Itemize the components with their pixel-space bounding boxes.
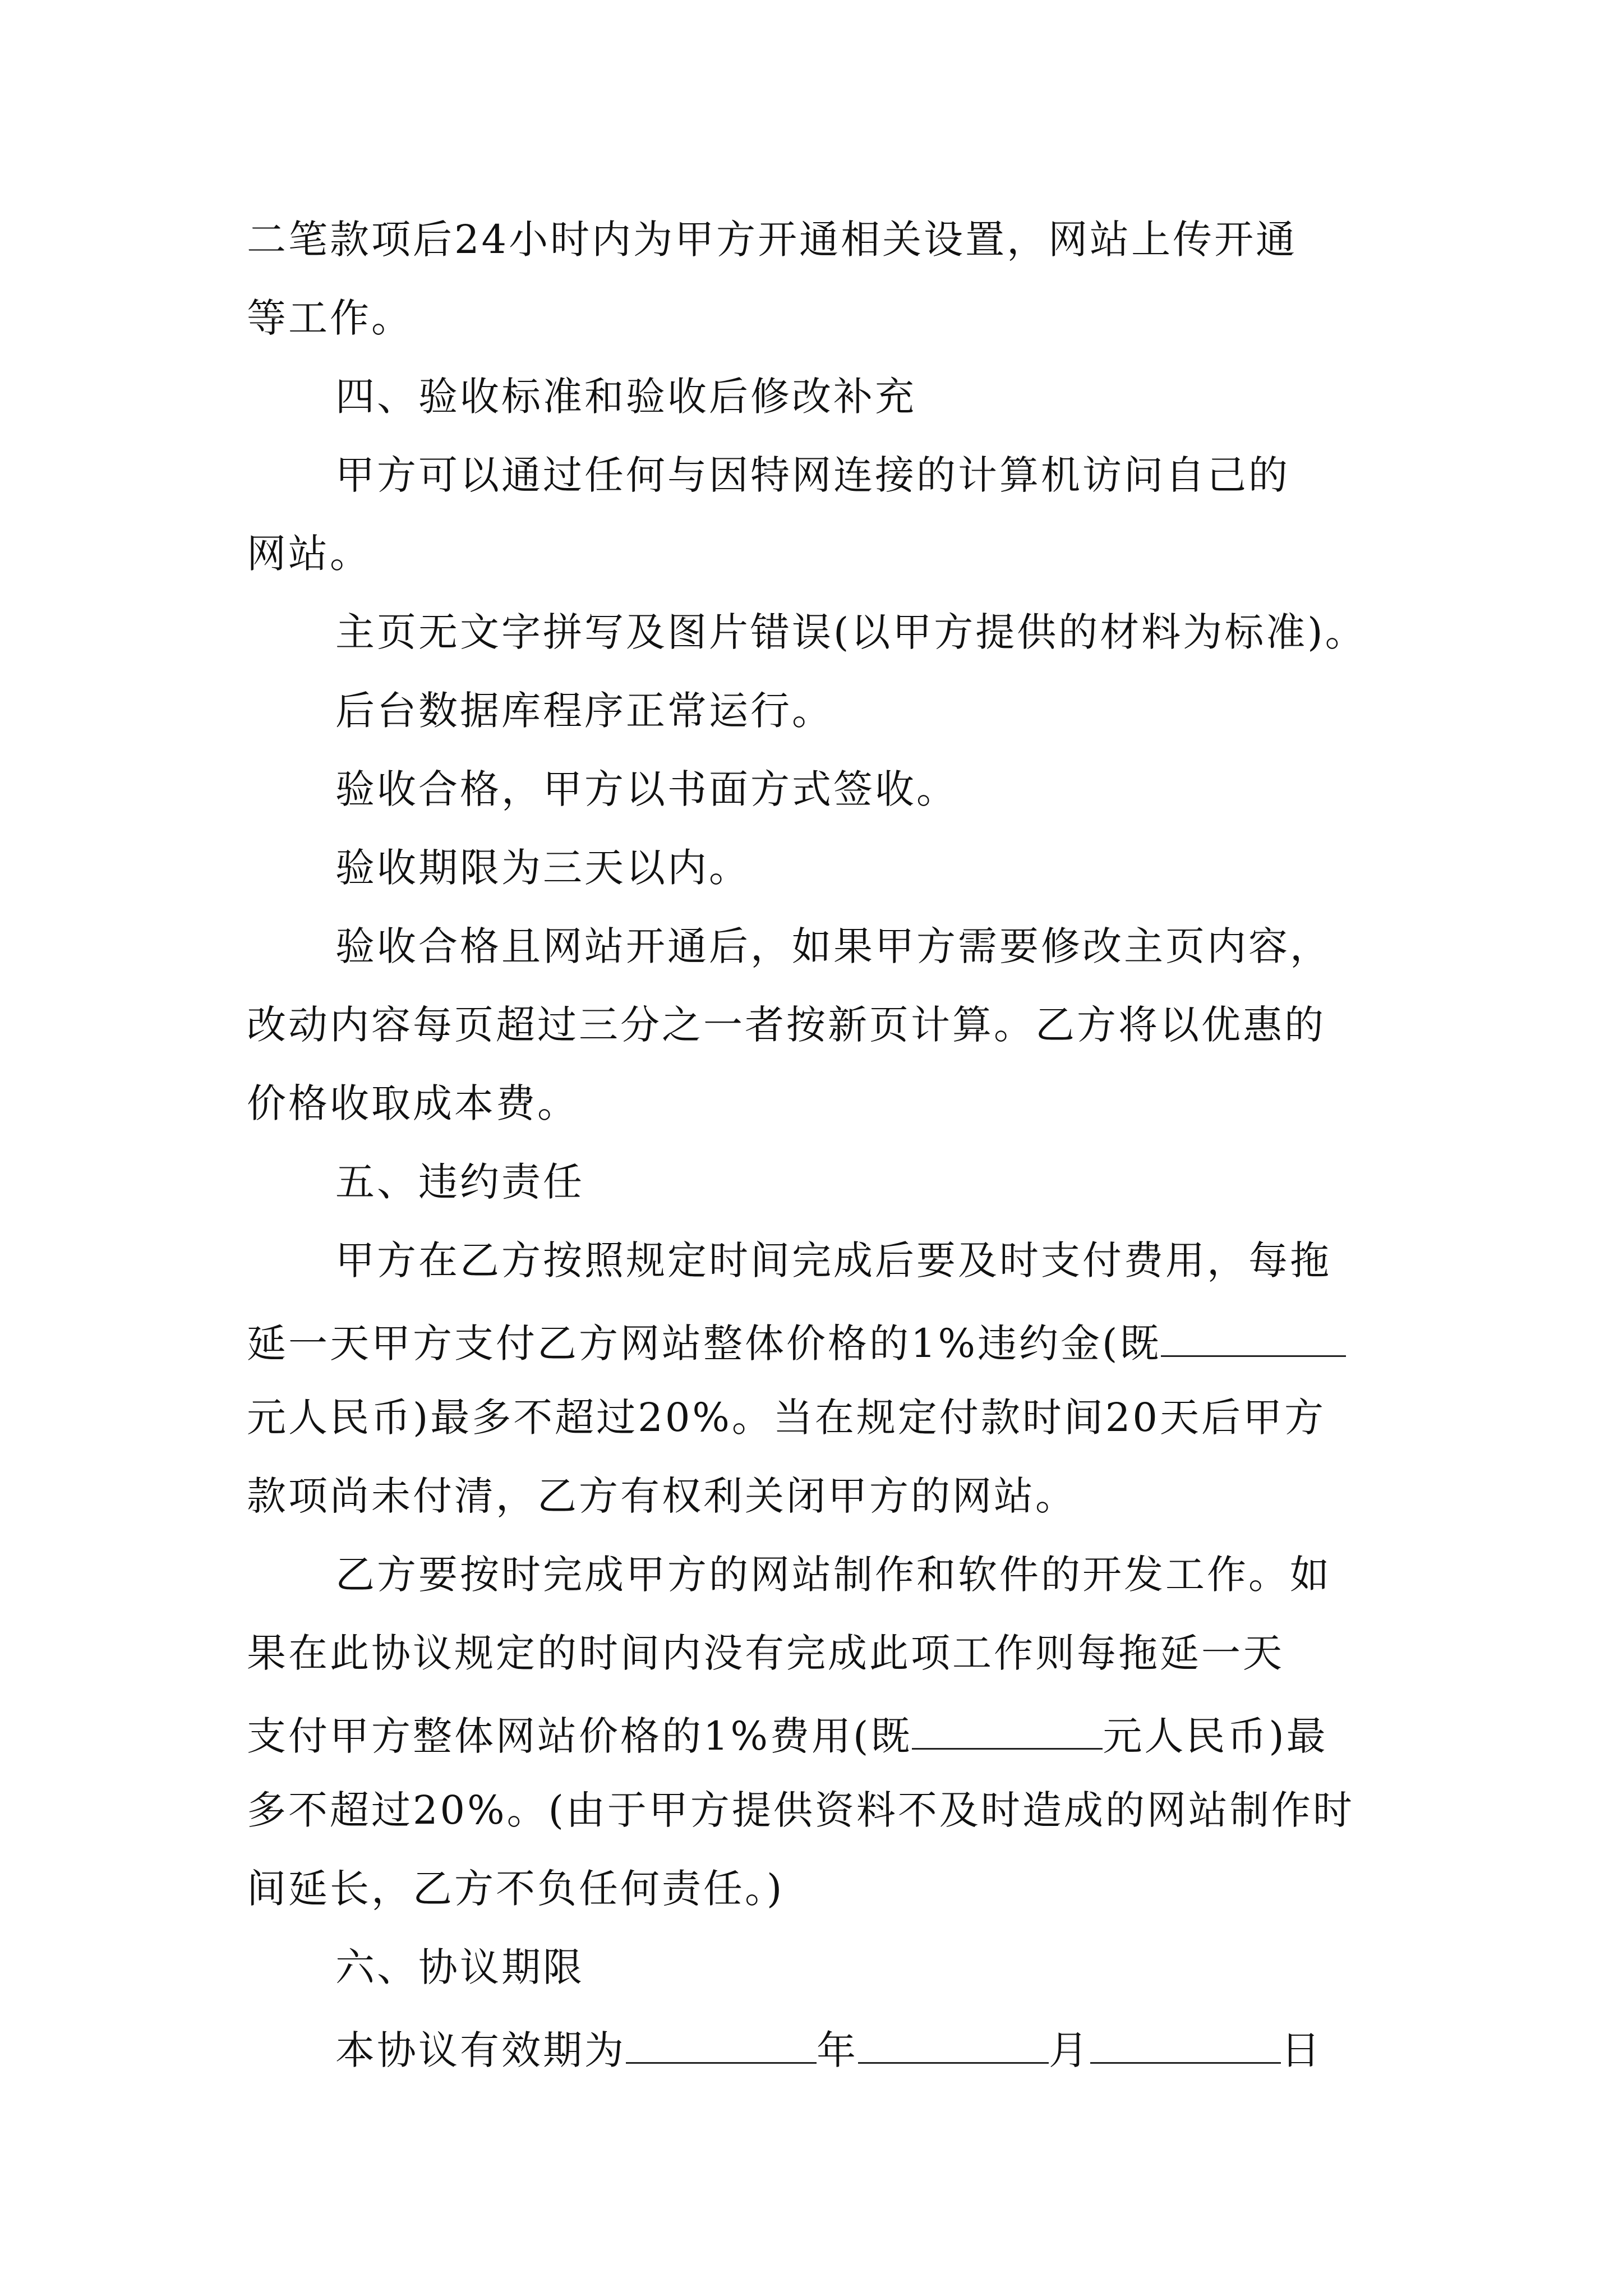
- paragraph-line: [335, 845, 750, 893]
- paragraph-line: [247, 531, 371, 579]
- paragraph-line: [335, 766, 958, 815]
- line-text: 甲方可以通过任何与因特网连接的计算机访问自己的: [335, 452, 1290, 498]
- paragraph-line: [247, 1002, 1326, 1050]
- paragraph-line: [247, 1319, 1346, 1364]
- paragraph-line: [335, 609, 1367, 657]
- line-text: 多不超过20%。(由于甲方提供资料不及时造成的网站制作时: [247, 1787, 1354, 1833]
- line-text: 网站。: [247, 531, 371, 577]
- line-text: 乙方要按时完成甲方的网站制作和软件的开发工作。如: [335, 1552, 1331, 1598]
- paragraph-line: [247, 1473, 1077, 1521]
- line-text: 支付甲方整体网站价格的1%费用(既: [247, 1713, 912, 1759]
- paragraph-line: [247, 1787, 1354, 1835]
- heading-text: 六、协议期限: [335, 1944, 584, 1990]
- line-text: 验收合格且网站开通后，如果甲方需要修改主页内容，: [335, 923, 1331, 969]
- paragraph-line: [335, 1237, 1331, 1286]
- line-text: 延一天甲方支付乙方网站整体价格的1%违约金(既: [247, 1320, 1161, 1366]
- line-text: 果在此协议规定的时间内没有完成此项工作则每拖延一天: [247, 1630, 1284, 1676]
- paragraph-line: [247, 1395, 1326, 1443]
- paragraph-line: [247, 1866, 785, 1914]
- fill-blank: [1090, 2026, 1281, 2064]
- line-text: 元人民币)最多不超过20%。当在规定付款时间20天后甲方: [247, 1395, 1326, 1441]
- line-text: 间延长，乙方不负任何责任。): [247, 1866, 785, 1912]
- line-text: 款项尚未付清，乙方有权利关闭甲方的网站。: [247, 1473, 1077, 1519]
- line-text: 甲方在乙方按照规定时间完成后要及时支付费用，每拖: [335, 1237, 1331, 1283]
- line-text: 二笔款项后24小时内为甲方开通相关设置，网站上传开通: [247, 217, 1298, 263]
- paragraph-line: [335, 1552, 1331, 1600]
- section-heading: [335, 1944, 584, 1993]
- paragraph-line: [247, 1712, 1328, 1757]
- line-text: 价格收取成本费。: [247, 1080, 579, 1126]
- section-heading: [335, 374, 916, 422]
- line-text: 后台数据库程序正常运行。: [335, 688, 833, 734]
- paragraph-line: [335, 923, 1331, 972]
- paragraph-line: [247, 295, 413, 343]
- line-text: 日: [1281, 2027, 1322, 2073]
- paragraph-line: [335, 452, 1290, 500]
- line-text: 元人民币)最: [1103, 1713, 1328, 1759]
- heading-text: 五、违约责任: [335, 1159, 584, 1205]
- paragraph-line: [247, 1080, 579, 1129]
- paragraph-line: [335, 688, 833, 736]
- heading-text: 四、验收标准和验收后修改补充: [335, 374, 916, 420]
- fill-blank: [1161, 1319, 1346, 1357]
- line-text: 主页无文字拼写及图片错误(以甲方提供的材料为标准)。: [335, 609, 1367, 655]
- line-text: 验收合格，甲方以书面方式签收。: [335, 766, 958, 812]
- line-text: 本协议有效期为: [335, 2027, 626, 2073]
- line-text: 改动内容每页超过三分之一者按新页计算。乙方将以优惠的: [247, 1002, 1326, 1048]
- section-heading: [335, 1159, 584, 1207]
- fill-blank: [912, 1712, 1103, 1750]
- line-text: 等工作。: [247, 295, 413, 341]
- line-text: 月: [1049, 2027, 1090, 2073]
- fill-blank: [626, 2026, 817, 2064]
- paragraph-line: [247, 1630, 1284, 1678]
- fill-blank: [858, 2026, 1049, 2064]
- line-text: 验收期限为三天以内。: [335, 845, 750, 891]
- line-text: 年: [817, 2027, 858, 2073]
- paragraph-line: [247, 217, 1298, 265]
- paragraph-line: [335, 2026, 1322, 2071]
